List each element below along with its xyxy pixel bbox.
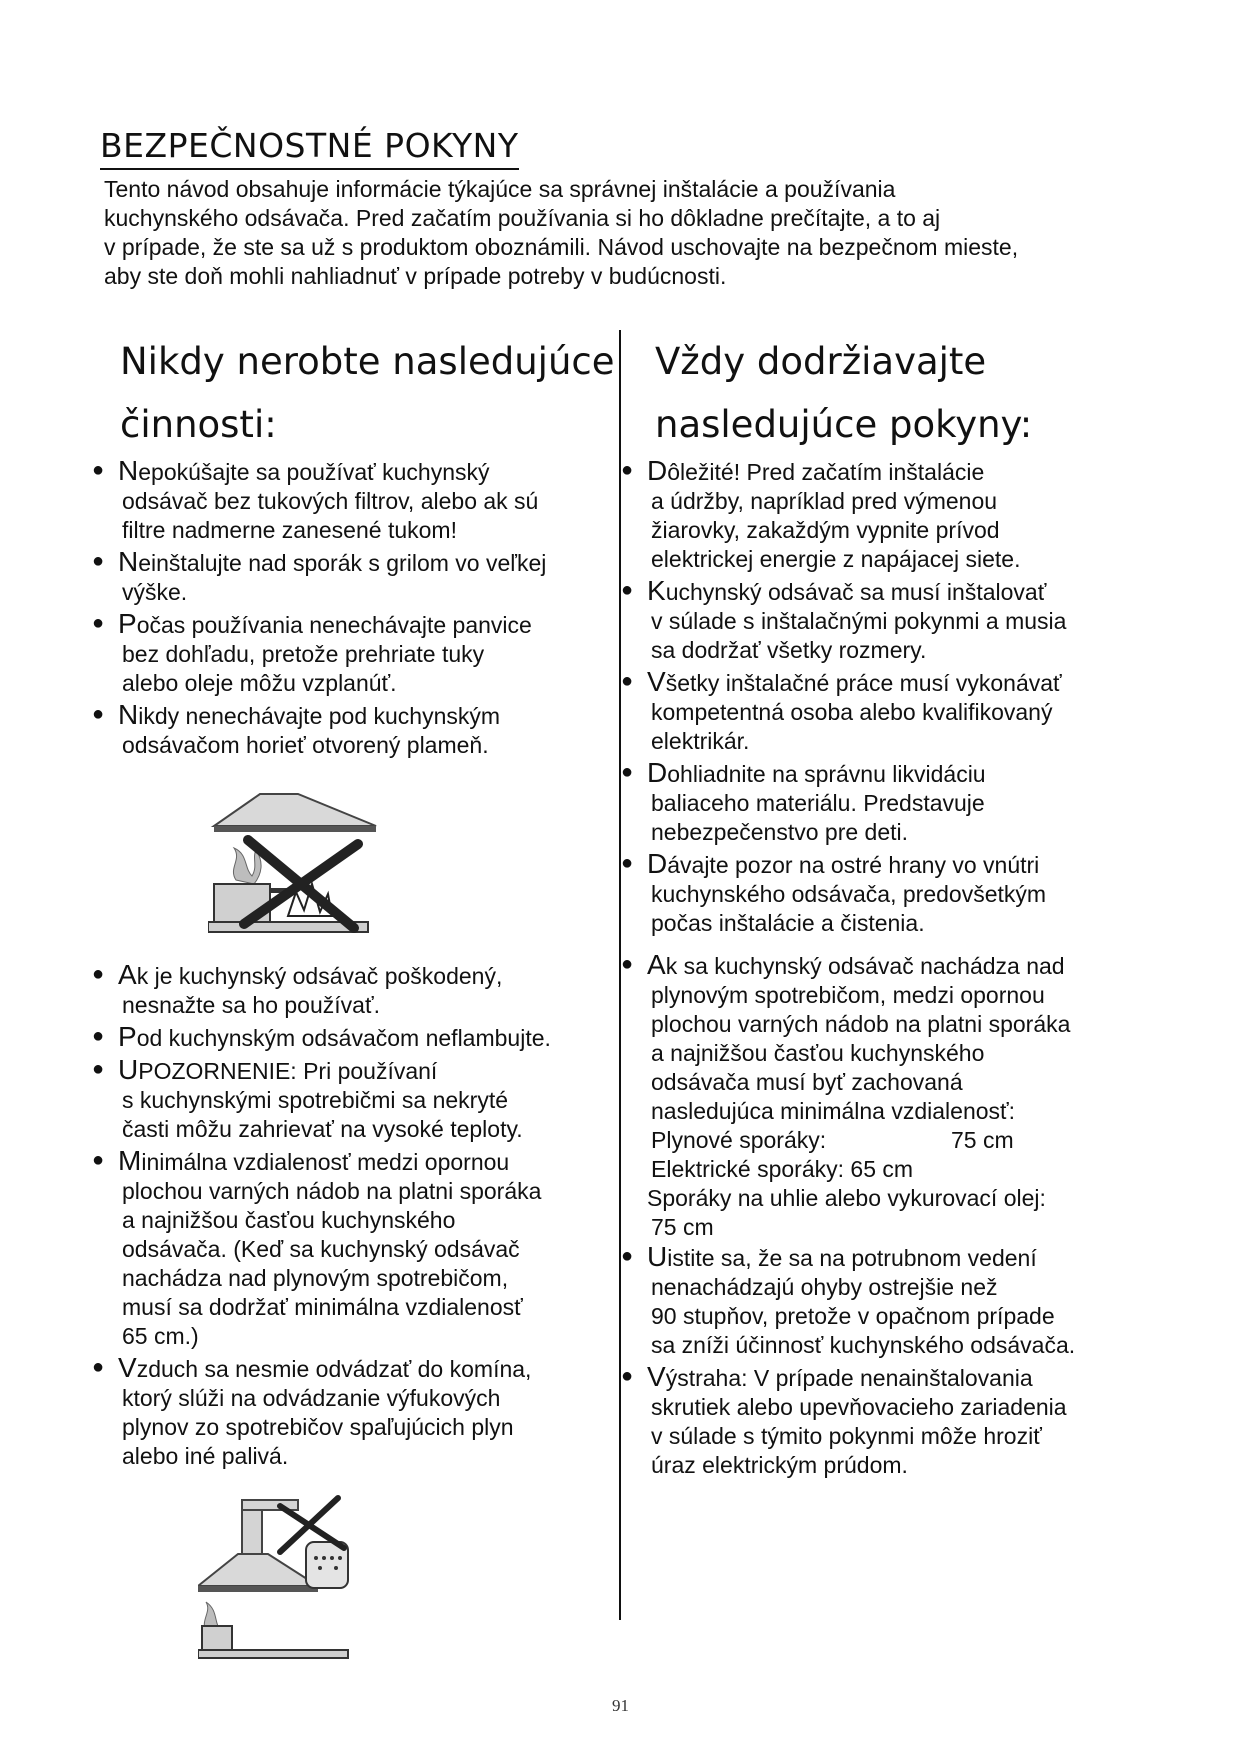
bullet-icon: ● (621, 1245, 634, 1267)
list-item (94, 700, 594, 760)
item-text: a údržby, napríklad pred výmenou (651, 488, 998, 514)
item-text: elektrickej energie z napájacej siete. (651, 546, 1021, 572)
bullet-icon: ● (92, 1025, 105, 1047)
coal-value: 75 cm (651, 1214, 714, 1240)
item-text: odsávača. (Keď sa kuchynský odsávač (122, 1236, 520, 1262)
bullet-icon: ● (92, 459, 105, 481)
item-text: šetky inštalačné práce musí vykonávať (665, 670, 1062, 696)
electric-value: 65 cm (850, 1156, 914, 1182)
item-text: filtre nadmerne zanesené tukom! (122, 517, 457, 543)
item-text: POZORNENIE: Pri používaní (138, 1058, 438, 1084)
item-text: inimálna vzdialenosť medzi opornou (141, 1149, 510, 1175)
list-item (94, 456, 594, 545)
item-text: od kuchynským odsávačom neflambujte. (136, 1025, 551, 1051)
list-item (94, 609, 594, 698)
list-item (94, 960, 614, 1020)
intro-line: kuchynského odsávača. Pred začatím používania si ho dôkladne prečítajte, a to aj (104, 205, 941, 231)
item-text: epokúšajte sa používať kuchynský (138, 459, 490, 485)
first-letter: V (647, 666, 666, 697)
item-text: plochou varných nádob na platni sporáka (651, 1011, 1071, 1037)
item-text: a najnižšou časťou kuchynského (122, 1207, 456, 1233)
bullet-icon: ● (621, 852, 634, 874)
item-text: sa zníži účinnosť kuchynského odsávača. (651, 1332, 1076, 1358)
item-text: plynovým spotrebičom, medzi opornou (651, 982, 1045, 1008)
item-text: uchynský odsávač sa musí inštalovať (665, 579, 1047, 605)
bullet-icon: ● (621, 579, 634, 601)
first-letter: P (118, 608, 137, 639)
first-letter: D (647, 848, 668, 879)
coal-distance-row: Sporáky na uhlie alebo vykurovací olej: (647, 1185, 1046, 1211)
left-heading-line: činnosti: (120, 403, 277, 446)
gas-value: 75 cm (951, 1127, 1014, 1153)
bullet-icon: ● (92, 1058, 105, 1080)
first-letter: D (647, 455, 668, 486)
first-letter: D (647, 757, 668, 788)
item-text: a najnižšou časťou kuchynského (651, 1040, 985, 1066)
right-list-after (623, 1242, 1163, 1480)
item-text: alebo oleje môžu vzplanúť. (122, 670, 397, 696)
item-text: kuchynského odsávača, predovšetkým (651, 881, 1047, 907)
item-text: nesnažte sa ho používať. (122, 992, 380, 1018)
list-item (94, 1022, 614, 1053)
item-text: s kuchynskými spotrebičmi sa nekryté (122, 1087, 509, 1113)
left-heading (120, 330, 615, 456)
list-item (623, 1362, 1163, 1480)
list-item (623, 950, 1143, 1242)
bullet-icon: ● (92, 612, 105, 634)
item-text: časti môžu zahrievať na vysoké teploty. (122, 1116, 523, 1142)
item-text: alebo iné palivá. (122, 1443, 289, 1469)
first-letter: K (647, 575, 666, 606)
duct-bend (242, 1500, 298, 1510)
item-text: v súlade s týmito pokynmi môže hroziť (651, 1423, 1042, 1449)
item-text: zduch sa nesmie odvádzať do komína, (136, 1356, 532, 1382)
hood-rim (214, 826, 376, 832)
no-open-flame-illustration (208, 788, 378, 948)
bullet-icon: ● (92, 1356, 105, 1378)
item-text: ýstraha: V prípade nenainštalovania (665, 1365, 1033, 1391)
right-heading-line: Vždy dodržiavajte (655, 340, 987, 383)
item-text: ktorý slúži na odvádzanie výfukových (122, 1385, 501, 1411)
electric-distance-row (647, 1155, 1143, 1184)
first-letter: M (118, 1145, 142, 1176)
list-item (94, 1353, 614, 1471)
right-list-top (623, 456, 1143, 938)
item-text: odsávačom horieť otvorený plameň. (122, 732, 489, 758)
list-item (623, 667, 1143, 756)
right-heading-line: nasledujúce pokyny: (655, 403, 1033, 446)
item-text: 65 cm.) (122, 1323, 199, 1349)
list-item (94, 547, 594, 607)
bullet-icon: ● (92, 550, 105, 572)
bullet-icon: ● (621, 1365, 634, 1387)
first-letter: A (118, 959, 137, 990)
first-letter: U (118, 1054, 139, 1085)
left-list-top (94, 456, 594, 760)
bullet-icon: ● (621, 761, 634, 783)
item-text: skrutiek alebo upevňovacieho zariadenia (651, 1394, 1067, 1420)
hood-rim (198, 1586, 318, 1592)
item-text: úraz elektrickým prúdom. (651, 1452, 908, 1478)
bullet-icon: ● (92, 963, 105, 985)
list-item (94, 1146, 614, 1351)
first-letter: N (118, 455, 139, 486)
item-text: odsávača musí byť zachovaná (651, 1069, 963, 1095)
bullet-icon: ● (621, 459, 634, 481)
stove-top (198, 1650, 348, 1658)
item-text: nachádza nad plynovým spotrebičom, (122, 1265, 509, 1291)
gas-distance-row (647, 1126, 1143, 1155)
item-text: plynov zo spotrebičov spaľujúcich plyn (122, 1414, 514, 1440)
intro-line: aby ste doň mohli nahliadnuť v prípade potreby v budúcnosti. (104, 263, 727, 289)
item-text: ôležité! Pred začatím inštalácie (667, 459, 985, 485)
item-text: elektrikár. (651, 728, 750, 754)
list-item (623, 758, 1143, 847)
first-letter: A (647, 949, 666, 980)
item-text: odsávač bez tukových filtrov, alebo ak sú (122, 488, 539, 514)
item-text: nasledujúca minimálna vzdialenosť: (651, 1098, 1016, 1124)
item-text: k sa kuchynský odsávač nachádza nad (665, 953, 1065, 979)
item-text: ohliadnite na správnu likvidáciu (667, 761, 986, 787)
right-heading (655, 330, 1032, 456)
left-list-bottom (94, 960, 614, 1471)
item-text: očas používania nenechávajte panvice (136, 612, 532, 638)
first-letter: V (647, 1361, 666, 1392)
hood-shape (198, 1554, 318, 1586)
page-number: 91 (612, 1696, 629, 1715)
item-text: výške. (122, 579, 188, 605)
first-letter: N (118, 699, 139, 730)
first-letter: V (118, 1352, 137, 1383)
item-text: einštalujte nad sporák s grilom vo veľkej (138, 550, 547, 576)
bullet-icon: ● (621, 670, 634, 692)
intro-line: Tento návod obsahuje informácie týkajúce sa správnej inštalácie a používania (104, 176, 896, 202)
intro-line: v prípade, že ste sa už s produktom oboznámili. Návod uschovajte na bezpečnom mieste, (104, 234, 1019, 260)
first-letter: U (647, 1241, 668, 1272)
item-text: počas inštalácie a čistenia. (651, 910, 925, 936)
item-text: bez dohľadu, pretože prehriate tuky (122, 641, 485, 667)
bullet-icon: ● (92, 1149, 105, 1171)
list-item (94, 1055, 614, 1144)
right-list-gas (623, 950, 1143, 1242)
item-text: k je kuchynský odsávač poškodený, (136, 963, 503, 989)
electric-label: Elektrické sporáky: (651, 1156, 845, 1182)
item-text: v súlade s inštalačnými pokynmi a musia (651, 608, 1067, 634)
pot-shape (202, 1626, 232, 1650)
first-letter: N (118, 546, 139, 577)
item-text: nenachádzajú ohyby ostrejšie než (651, 1274, 998, 1300)
hood-shape (214, 794, 376, 826)
page-title: BEZPEČNOSTNÉ POKYNY (100, 124, 519, 170)
item-text: istite sa, že sa na potrubnom vedení (667, 1245, 1037, 1271)
no-chimney-vent-illustration (198, 1492, 368, 1662)
item-text: 90 stupňov, pretože v opačnom prípade (651, 1303, 1055, 1329)
item-text: nebezpečenstvo pre deti. (651, 819, 909, 845)
item-text: musí sa dodržať minimálna vzdialenosť (122, 1294, 523, 1320)
first-letter: P (118, 1021, 137, 1052)
item-text: sa dodržať všetky rozmery. (651, 637, 927, 663)
item-text: kompetentná osoba alebo kvalifikovaný (651, 699, 1053, 725)
item-text: ávajte pozor na ostré hrany vo vnútri (667, 852, 1040, 878)
item-text: žiarovky, zakaždým vypnite prívod (651, 517, 1000, 543)
list-item (623, 576, 1143, 665)
item-text: plochou varných nádob na platni sporáka (122, 1178, 542, 1204)
left-heading-line: Nikdy nerobte nasledujúce (120, 340, 615, 383)
bullet-icon: ● (92, 703, 105, 725)
item-text: ikdy nenechávajte pod kuchynským (138, 703, 501, 729)
list-item (623, 1242, 1163, 1360)
intro-paragraph (104, 175, 1144, 291)
item-text: baliaceho materiálu. Predstavuje (651, 790, 985, 816)
bullet-icon: ● (621, 953, 634, 975)
list-item (623, 456, 1143, 574)
gas-label: Plynové sporáky: (651, 1127, 827, 1153)
list-item (623, 849, 1143, 938)
